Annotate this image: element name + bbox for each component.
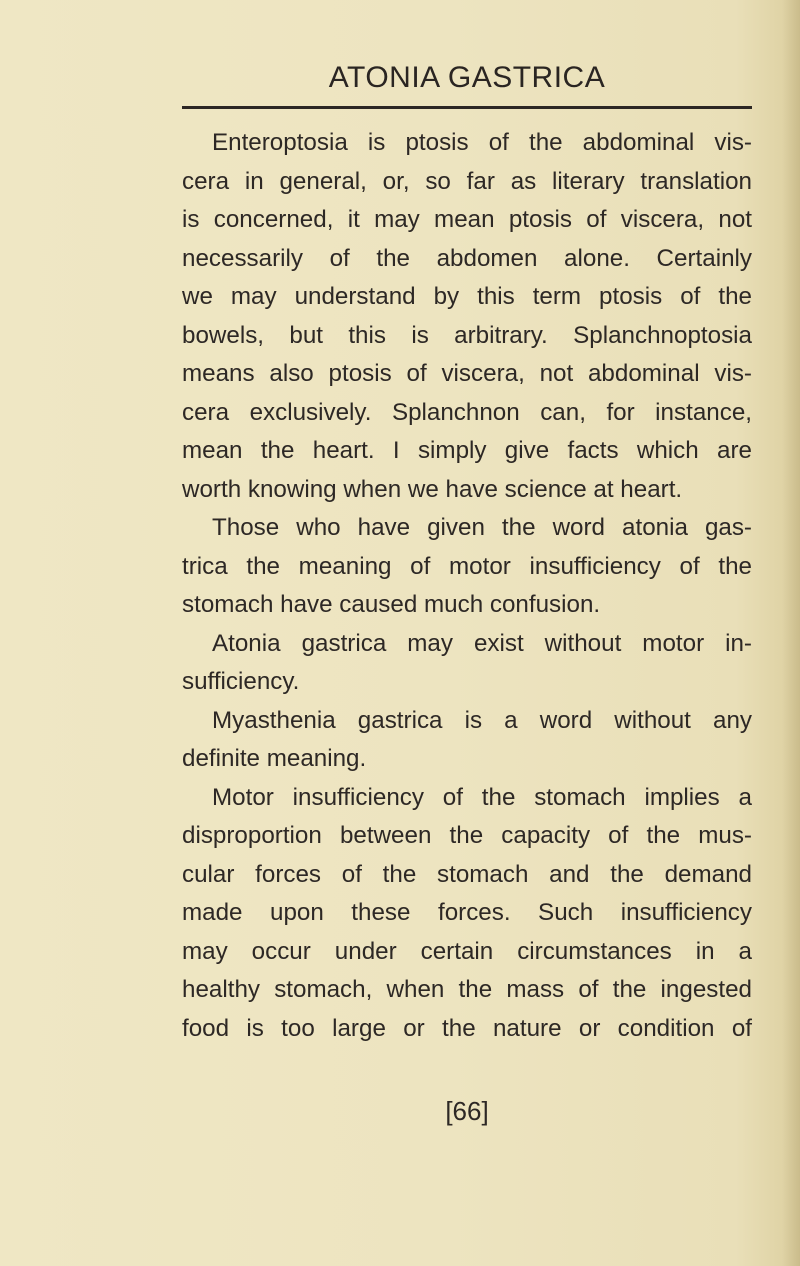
page-number: [66] <box>445 1096 489 1126</box>
text-line: stomach have caused much confusion. <box>182 591 601 618</box>
text-line: Enteroptosia is ptosis of the abdominal vis- <box>212 129 752 156</box>
text-line: bowels, but this is arbitrary. Splanchnoptosia <box>182 321 752 349</box>
text-line: mean the heart. I simply give facts which are <box>182 437 752 464</box>
body-text <box>182 124 752 1048</box>
running-head: ATONIA GASTRICA <box>328 61 606 94</box>
text-line: disproportion between the capacity of the mus- <box>182 822 752 849</box>
header-rule <box>182 106 752 109</box>
text-line: Those who have given the word atonia gas- <box>212 514 752 541</box>
text-line: trica the meaning of motor insufficiency of the <box>182 552 752 580</box>
text-line: means also ptosis of viscera, not abdominal vis- <box>182 360 752 387</box>
text-line: we may understand by this term ptosis of the <box>182 283 752 310</box>
text-line: necessarily of the abdomen alone. Certainly <box>182 244 752 272</box>
text-line: is concerned, it may mean ptosis of viscera, not <box>182 206 752 233</box>
text-line: made upon these forces. Such insufficiency <box>182 899 752 926</box>
text-line: cera exclusively. Splanchnon can, for instance, <box>182 398 752 426</box>
text-line: cera in general, or, so far as literary translation <box>182 167 752 195</box>
text-line: cular forces of the stomach and the demand <box>182 860 752 888</box>
text-line: food is too large or the nature or condition of <box>182 1014 752 1042</box>
text-line: Motor insufficiency of the stomach implies a <box>212 783 752 811</box>
text-line: definite meaning. <box>182 745 367 772</box>
page-edge-shadow <box>782 0 800 1266</box>
text-line: may occur under certain circumstances in a <box>182 937 752 965</box>
text-line: healthy stomach, when the mass of the ingested <box>182 976 752 1003</box>
text-line: sufficiency. <box>182 668 300 695</box>
text-line: worth knowing when we have science at heart. <box>182 475 683 503</box>
text-line: Atonia gastrica may exist without motor in- <box>212 629 752 657</box>
text-line: Myasthenia gastrica is a word without any <box>212 706 752 734</box>
